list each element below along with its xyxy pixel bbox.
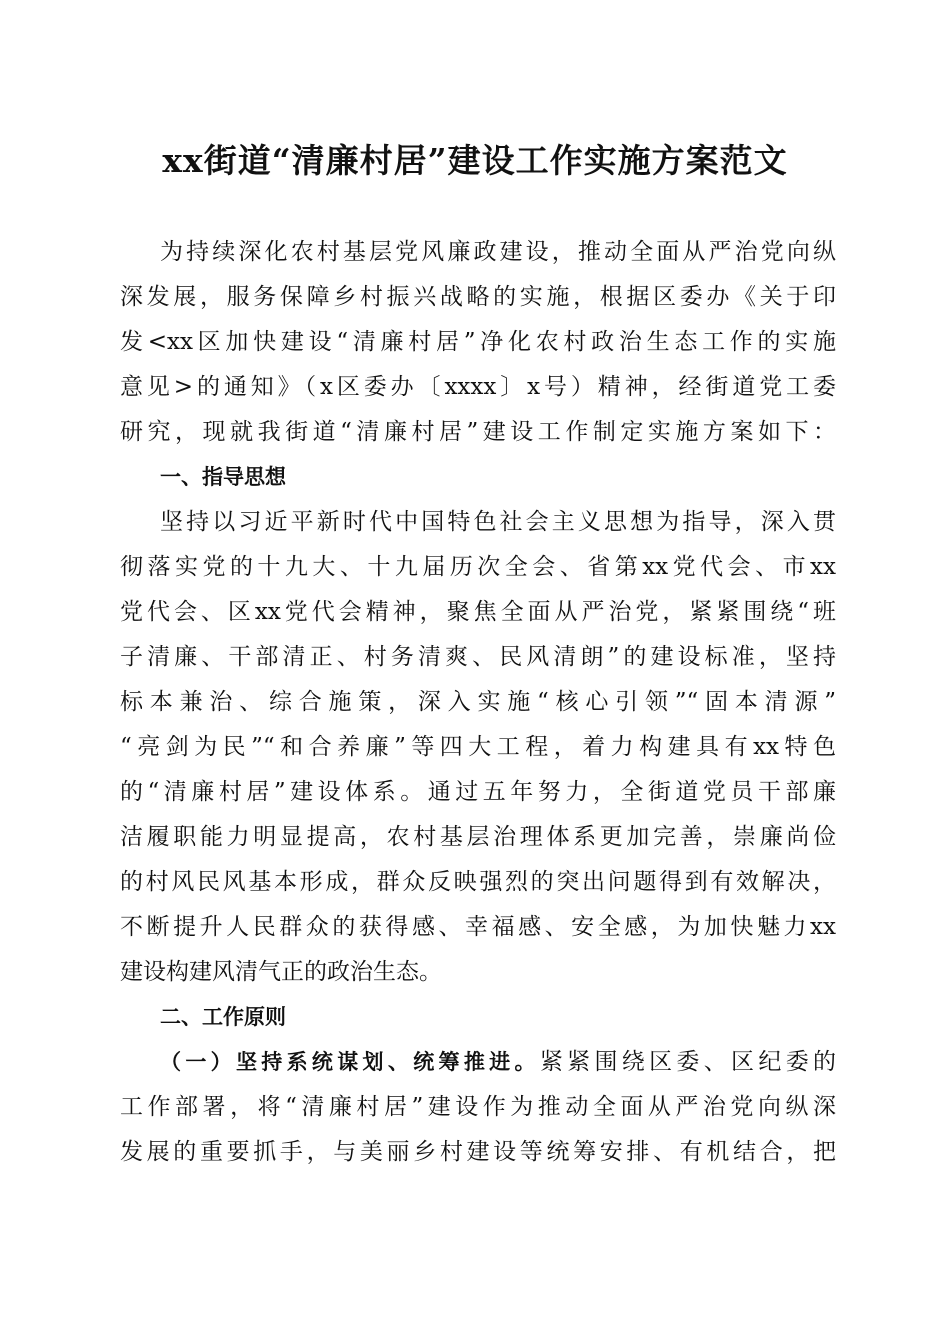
section-heading-work-principles: 二、工作原则 bbox=[160, 1005, 286, 1029]
paragraph-line: 的“清廉村居”建设体系。通过五年努力，全街道党员干部廉 bbox=[120, 779, 836, 805]
document-title: xx街道“清廉村居”建设工作实施方案范文 bbox=[162, 141, 788, 180]
paragraph-line: 工作部署，将“清廉村居”建设作为推动全面从严治党向纵深 bbox=[120, 1094, 836, 1120]
intro-paragraph bbox=[120, 230, 836, 455]
paragraph-line bbox=[120, 1040, 836, 1085]
paragraph-line: 建设构建风清气正的政治生态。 bbox=[120, 959, 442, 985]
paragraph-line: 为持续深化农村基层党风廉政建设，推动全面从严治党向纵 bbox=[160, 239, 836, 265]
paragraph-line: 彻落实党的十九大、十九届历次全会、省第xx党代会、市xx bbox=[120, 554, 836, 580]
paragraph-line: 发<xx区加快建设“清廉村居”净化农村政治生态工作的实施 bbox=[120, 329, 836, 355]
paragraph-line: 子清廉、干部清正、村务清爽、民风清朗”的建设标准，坚持 bbox=[120, 644, 836, 670]
paragraph-line: 标本兼治、综合施策，深入实施“核心引领”“固本清源” bbox=[120, 689, 836, 715]
section-heading-guiding-ideology: 一、指导思想 bbox=[160, 465, 286, 489]
paragraph-line: 不断提升人民群众的获得感、幸福感、安全感，为加快魅力xx bbox=[120, 914, 836, 940]
subsection-label: （一）坚持系统谋划、统筹推进。 bbox=[160, 1050, 540, 1074]
paragraph-line: 研究，现就我街道“清廉村居”建设工作制定实施方案如下： bbox=[120, 419, 836, 445]
paragraph-line: 坚持以习近平新时代中国特色社会主义思想为指导，深入贯 bbox=[160, 509, 836, 535]
work-principles-paragraph bbox=[120, 1040, 836, 1175]
paragraph-text: 紧紧围绕区委、区纪委的 bbox=[539, 1049, 837, 1075]
paragraph-line: 党代会、区xx党代会精神，聚焦全面从严治党，紧紧围绕“班 bbox=[120, 599, 836, 625]
paragraph-line: 意见>的通知》（x区委办〔xxxx〕x号）精神，经街道党工委 bbox=[120, 374, 836, 400]
paragraph-line: 洁履职能力明显提高，农村基层治理体系更加完善，崇廉尚俭 bbox=[120, 824, 836, 850]
document-body bbox=[120, 230, 836, 1175]
paragraph-line: 深发展，服务保障乡村振兴战略的实施，根据区委办《关于印 bbox=[120, 284, 836, 310]
paragraph-line: 发展的重要抓手，与美丽乡村建设等统筹安排、有机结合，把 bbox=[120, 1139, 836, 1165]
guiding-ideology-paragraph bbox=[120, 500, 836, 995]
paragraph-line: 的村风民风基本形成，群众反映强烈的突出问题得到有效解决， bbox=[120, 869, 836, 895]
paragraph-line: “亮剑为民”“和合养廉”等四大工程，着力构建具有xx特色 bbox=[120, 734, 836, 760]
